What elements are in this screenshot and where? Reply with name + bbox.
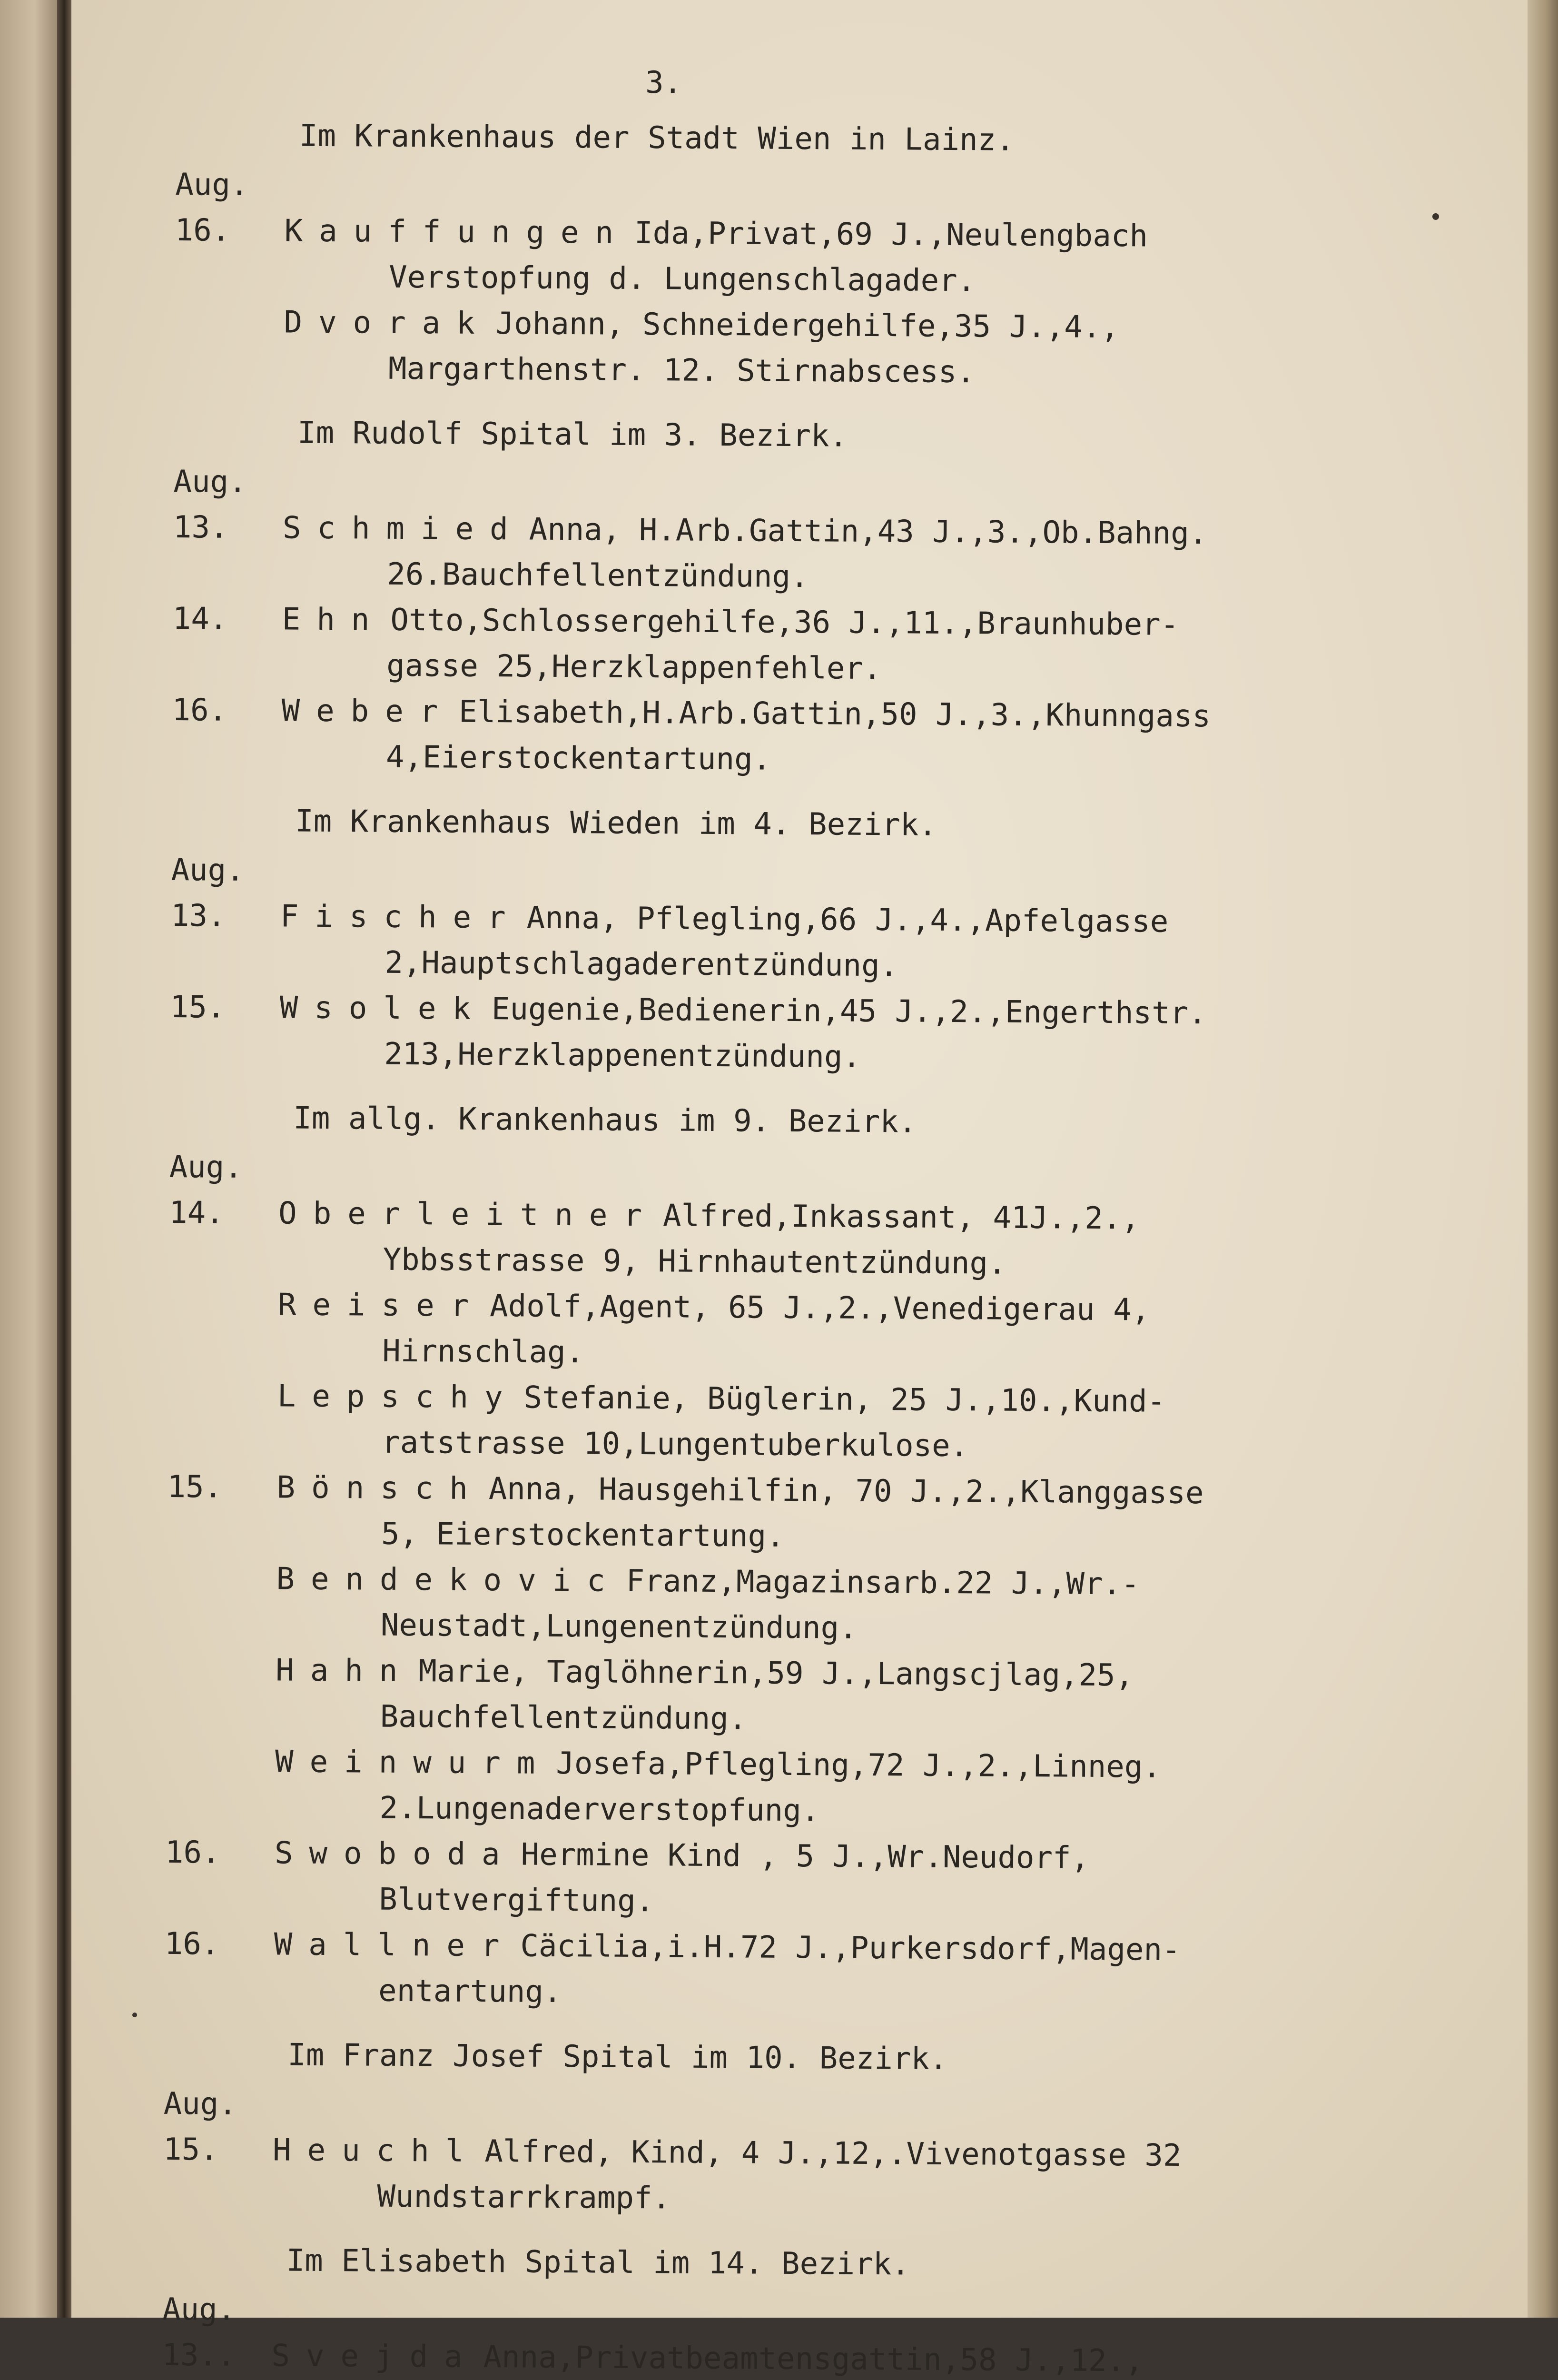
entry-surname: Hahn: [276, 1653, 414, 1689]
death-record-entry: [172, 596, 1458, 695]
death-record-entry: [175, 208, 1460, 307]
entry-surname: Dvorak: [284, 305, 492, 342]
book-gutter: [57, 0, 71, 2318]
death-record-entry: [164, 1921, 1450, 2020]
entry-first-line: [281, 688, 1457, 741]
entry-continuation: Margarthenstr. 12. Stirnabscess.: [388, 351, 976, 390]
entry-surname: Weber: [281, 693, 454, 730]
entry-first-line: [284, 208, 1460, 261]
entry-surname: Ehn: [282, 602, 386, 638]
death-record-entry: [165, 1830, 1450, 1929]
entry-surname: Reiser: [277, 1287, 485, 1324]
entry-day: 15.: [170, 989, 226, 1025]
entry-continuation: 26.Bauchfellentzündung.: [387, 556, 809, 595]
entry-details: Adolf,Agent, 65 J.,2.,Venedigerau 4,: [489, 1289, 1150, 1328]
month-label: Aug.: [162, 2291, 236, 2328]
hospital-sections: [160, 112, 1460, 2380]
entry-details: Eugenie,Bedienerin,45 J.,2.,Engerthstr.: [491, 992, 1207, 1031]
entry-continuation: Verstopfung d. Lungenschlagader.: [388, 259, 976, 299]
entry-details: Elisabeth,H.Arb.Gattin,50 J.,3.,Khunngass: [459, 694, 1211, 734]
entry-continuation: gasse 25,Herzklappenfehler.: [386, 648, 882, 687]
entry-surname: Swoboda: [274, 1835, 516, 1873]
entry-first-line: [278, 1282, 1454, 1335]
entry-continuation: 213,Herzklappenentzündung.: [384, 1036, 861, 1075]
hospital-heading: Im Elisabeth Spital im 14. Bezirk.: [286, 2243, 910, 2282]
entry-day: 13.: [173, 509, 228, 545]
death-record-entry: [167, 1464, 1452, 1563]
entry-continuation: 5, Eierstockentartung.: [381, 1516, 785, 1554]
hospital-heading: Im Rudolf Spital im 3. Bezirk.: [297, 415, 848, 454]
entry-first-line: [276, 1647, 1451, 1700]
death-record-entry: [168, 1281, 1453, 1380]
entry-first-line: [284, 299, 1459, 352]
entry-first-line: [275, 1739, 1451, 1792]
entry-first-line: [276, 1556, 1452, 1609]
entry-first-line: [278, 1190, 1454, 1243]
entry-day: 14.: [168, 1195, 224, 1231]
death-record-entry: [165, 1738, 1450, 1837]
entry-details: Alfred,Inkassant, 41J.,2.,: [662, 1198, 1140, 1237]
entry-surname: Weinwurm: [275, 1744, 552, 1781]
entry-continuation: Neustadt,Lungenentzündung.: [380, 1607, 858, 1646]
entry-details: Ida,Privat,69 J.,Neulengbach: [634, 215, 1148, 254]
entry-continuation: 2,Hauptschlagaderentzündung.: [385, 945, 898, 984]
death-record-entry: [173, 505, 1458, 604]
entry-details: Josefa,Pflegling,72 J.,2.,Linneg.: [556, 1745, 1162, 1785]
entry-continuation: Ybbsstrasse 9, Hirnhautentzündung.: [383, 1242, 1006, 1281]
death-record-entry: [168, 1190, 1454, 1289]
entry-day: 16.: [172, 692, 227, 728]
entry-surname: Lepschy: [277, 1378, 519, 1416]
entry-details: Stefanie, Büglerin, 25 J.,10.,Kund-: [523, 1380, 1166, 1419]
entry-day: 13..: [162, 2337, 236, 2373]
hospital-heading: Im Krankenhaus Wieden im 4. Bezirk.: [295, 803, 937, 843]
entry-details: Anna, H.Arb.Gattin,43 J.,3.,Ob.Bahng.: [529, 512, 1208, 552]
entry-details: Marie, Taglöhnerin,59 J.,Langscjlag,25,: [418, 1654, 1134, 1694]
entry-day: 15.: [167, 1469, 223, 1505]
death-record-entry: [168, 1373, 1453, 1472]
entry-day: [168, 1281, 273, 1282]
death-record-entry: [167, 1556, 1452, 1655]
entry-first-line: [274, 1922, 1450, 1974]
page-number: 3.: [645, 65, 682, 101]
month-label: Aug.: [175, 167, 249, 203]
entry-surname: Oberleitner: [278, 1196, 659, 1234]
ink-speck: [132, 2013, 137, 2017]
entry-surname: Svejda: [271, 2338, 479, 2375]
entry-first-line: [275, 1830, 1450, 1883]
entry-surname: Wsolek: [279, 990, 487, 1027]
entry-day: 14.: [172, 601, 228, 637]
death-record-entry: [170, 893, 1456, 992]
entry-details: Johann, Schneidergehilfe,35 J.,4.,: [495, 306, 1120, 346]
entry-first-line: [277, 1373, 1453, 1426]
death-record-entry: [162, 2332, 1447, 2380]
entry-details: Alfred, Kind, 4 J.,12,.Vivenotgasse 32: [484, 2134, 1182, 2173]
entry-first-line: [280, 893, 1456, 946]
entry-day: 15.: [163, 2132, 218, 2168]
death-record-entry: [170, 984, 1455, 1083]
entry-continuation: Blutvergiftung.: [379, 1882, 654, 1919]
entry-details: Franz,Magazinsarb.22 J.,Wr.-: [626, 1563, 1140, 1602]
entry-surname: Fischer: [280, 899, 522, 936]
month-label: Aug.: [173, 464, 247, 500]
page-stack-edge: [1528, 0, 1558, 2318]
entry-continuation: Hirnschlag.: [382, 1333, 584, 1370]
death-record-entry: [163, 2127, 1448, 2226]
entry-day: 16.: [175, 212, 230, 248]
entry-continuation: ratstrasse 10,Lungentuberkulose.: [382, 1425, 969, 1464]
entry-details: Hermine Kind , 5 J.,Wr.Neudorf,: [521, 1837, 1090, 1876]
entry-details: Cäcilia,i.H.72 J.,Purkersdorf,Magen-: [520, 1928, 1181, 1968]
facing-page-edge: [0, 0, 57, 2318]
month-label: Aug.: [171, 852, 245, 888]
entry-continuation: Bauchfellentzündung.: [380, 1699, 747, 1737]
entry-day: 16.: [164, 1926, 220, 1962]
death-record-entry: [172, 687, 1457, 786]
entry-first-line: [273, 2127, 1449, 2180]
entry-surname: Kauffungen: [284, 213, 630, 251]
entry-details: Anna,Privatbeamtensgattin,58 J.,12.,: [483, 2340, 1144, 2379]
entry-details: Otto,Schlossergehilfe,36 J.,11.,Braunhuber-: [390, 602, 1179, 643]
entry-surname: Schmied: [282, 510, 524, 547]
entry-first-line: [271, 2333, 1447, 2380]
entry-details: Anna, Hausgehilfin, 70 J.,2.,Klanggasse: [488, 1471, 1204, 1511]
death-record-entry: [166, 1647, 1451, 1746]
entry-first-line: [276, 1465, 1452, 1517]
entry-details: Anna, Pflegling,66 J.,4.,Apfelgasse: [526, 900, 1169, 940]
entry-first-line: [280, 985, 1456, 1038]
entry-surname: Bendekovic: [276, 1561, 621, 1599]
hospital-heading: Im Krankenhaus der Stadt Wien in Lainz.: [299, 118, 1015, 158]
entry-continuation: Wundstarrkrampf.: [377, 2179, 671, 2216]
entry-continuation: 2.Lungenaderverstopfung.: [379, 1790, 820, 1829]
entry-first-line: [282, 596, 1458, 649]
month-label: Aug.: [163, 2086, 237, 2122]
entry-day: 13.: [170, 898, 226, 934]
hospital-heading: Im allg. Krankenhaus im 9. Bezirk.: [293, 1101, 917, 1140]
entry-first-line: [283, 505, 1459, 558]
entry-surname: Bönsch: [276, 1470, 484, 1507]
entry-continuation: entartung.: [378, 1973, 562, 2010]
entry-day: [166, 1738, 270, 1739]
entry-surname: Heuchl: [272, 2132, 480, 2169]
entry-day: 16.: [165, 1835, 220, 1871]
death-record-entry: [174, 299, 1459, 398]
hospital-heading: Im Franz Josef Spital im 10. Bezirk.: [287, 2037, 948, 2077]
document-body: [160, 57, 1461, 2380]
entry-surname: Wallner: [274, 1927, 516, 1964]
entry-continuation: 4,Eierstockentartung.: [385, 739, 771, 777]
month-label: Aug.: [169, 1149, 243, 1185]
